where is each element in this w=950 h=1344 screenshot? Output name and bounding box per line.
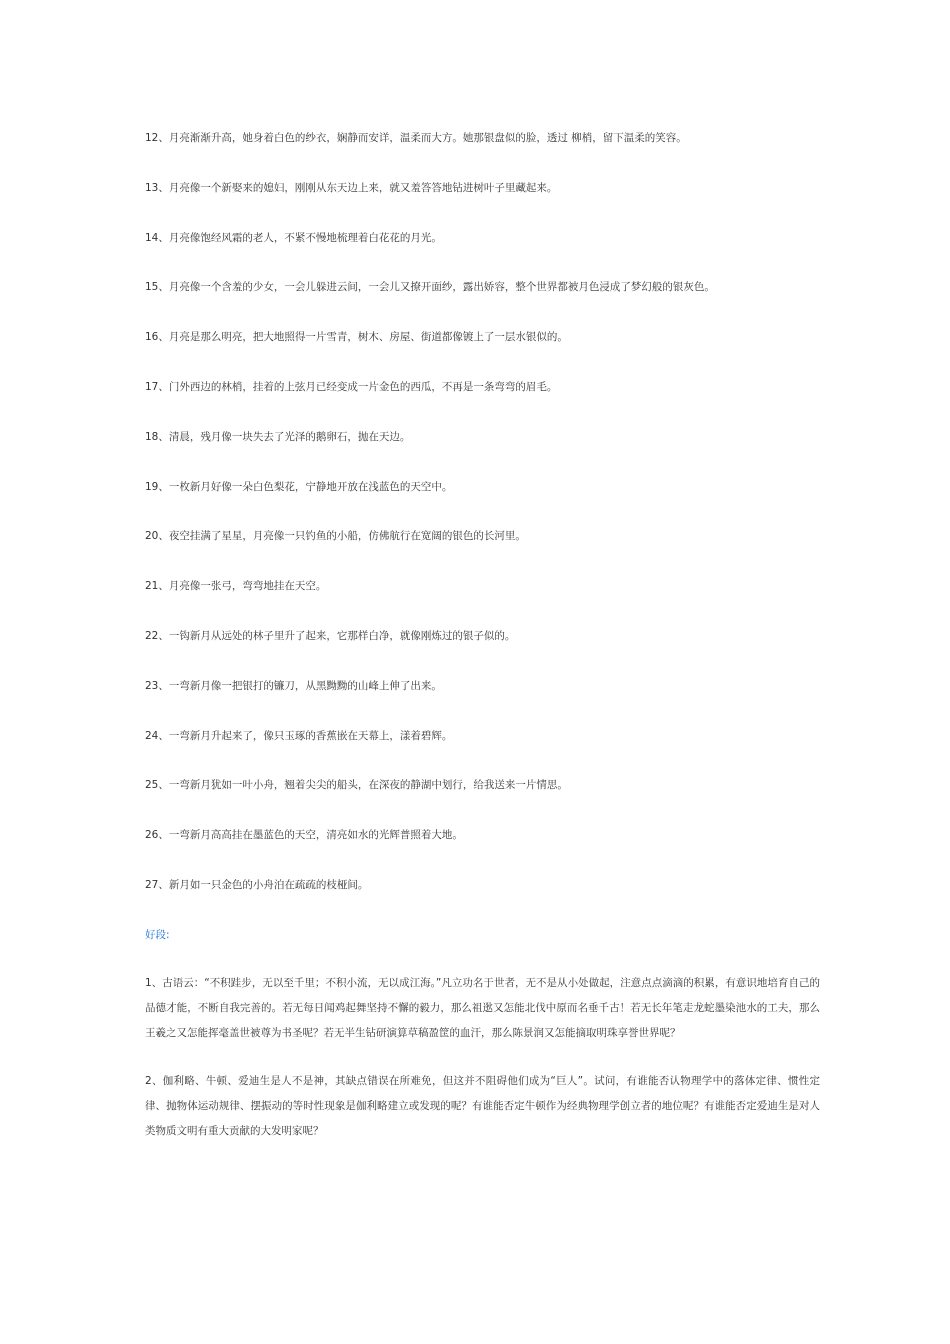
sentence-20: 20、夜空挂满了星星，月亮像一只钓鱼的小船，仿佛航行在宽阔的银色的长河里。 <box>145 530 526 542</box>
paragraph-1: 1、古语云：“不积跬步，无以至千里；不积小流，无以成江海。”凡立功名于世者，无不是从小处做起，注意点点滴滴的积累，有意识地培育自己的品德才能，不断自我完善的。若无每日闻鸡起舞坚持不懈的毅力，那么祖逖又怎能北伐中原而名垂千古！若无长年笔走龙蛇墨染池水的工夫，那么王羲之又怎能挥毫盖世被尊为书圣呢？若无半生钻研演算草稿盈筐的血汗，那么陈景润又怎能摘取明珠享誉世界呢？ <box>145 977 820 1039</box>
section-heading: 好段: <box>145 929 170 941</box>
sentence-24: 24、一弯新月升起来了，像只玉琢的香蕉嵌在天幕上，漾着碧辉。 <box>145 730 453 742</box>
sentence-15: 15、月亮像一个含羞的少女，一会儿躲进云间，一会儿又撩开面纱，露出娇容，整个世界都被月色浸成了梦幻般的银灰色。 <box>145 281 715 293</box>
sentence-23: 23、一弯新月像一把银打的镰刀，从黑黝黝的山峰上伸了出来。 <box>145 680 442 692</box>
sentence-17: 17、门外西边的林梢，挂着的上弦月已经变成一片金色的西瓜，不再是一条弯弯的眉毛。 <box>145 381 558 393</box>
sentence-19: 19、一枚新月好像一朵白色梨花，宁静地开放在浅蓝色的天空中。 <box>145 481 453 493</box>
sentence-16: 16、月亮是那么明亮，把大地照得一片雪青，树木、房屋、街道都像镀上了一层水银似的。 <box>145 331 568 343</box>
sentence-12: 12、月亮渐渐升高，她身着白色的纱衣，娴静而安详，温柔而大方。她那银盘似的脸，透过 柳梢，留下温柔的笑容。 <box>145 132 687 144</box>
sentence-21: 21、月亮像一张弓，弯弯地挂在天空。 <box>145 580 327 592</box>
sentence-25: 25、一弯新月犹如一叶小舟，翘着尖尖的船头，在深夜的静湖中划行，给我送来一片情思。 <box>145 779 568 791</box>
sentence-22: 22、一钩新月从远处的林子里升了起来，它那样白净，就像刚炼过的银子似的。 <box>145 630 516 642</box>
sentence-27: 27、新月如一只金色的小舟泊在疏疏的枝桠间。 <box>145 879 369 891</box>
sentence-26: 26、一弯新月高高挂在墨蓝色的天空，清亮如水的光辉普照着大地。 <box>145 829 463 841</box>
sentence-18: 18、清晨，残月像一块失去了光泽的鹅卵石，抛在天边。 <box>145 431 411 443</box>
sentence-14: 14、月亮像饱经风霜的老人，不紧不慢地梳理着白花花的月光。 <box>145 232 442 244</box>
sentence-13: 13、月亮像一个新娶来的媳妇，刚刚从东天边上来，就又羞答答地钻进树叶子里藏起来。 <box>145 182 558 194</box>
paragraph-2: 2、伽利略、牛顿、爱迪生是人不是神，其缺点错误在所难免，但这并不阻碍他们成为“巨人”。试问，有谁能否认物理学中的落体定律、惯性定律、抛物体运动规律、摆振动的等时性现象是伽利略建立或发现的呢？有谁能否定牛顿作为经典物理学创立者的地位呢？有谁能否定爱迪生是对人类物质文明有重大贡献的大发明家呢？ <box>145 1075 820 1137</box>
